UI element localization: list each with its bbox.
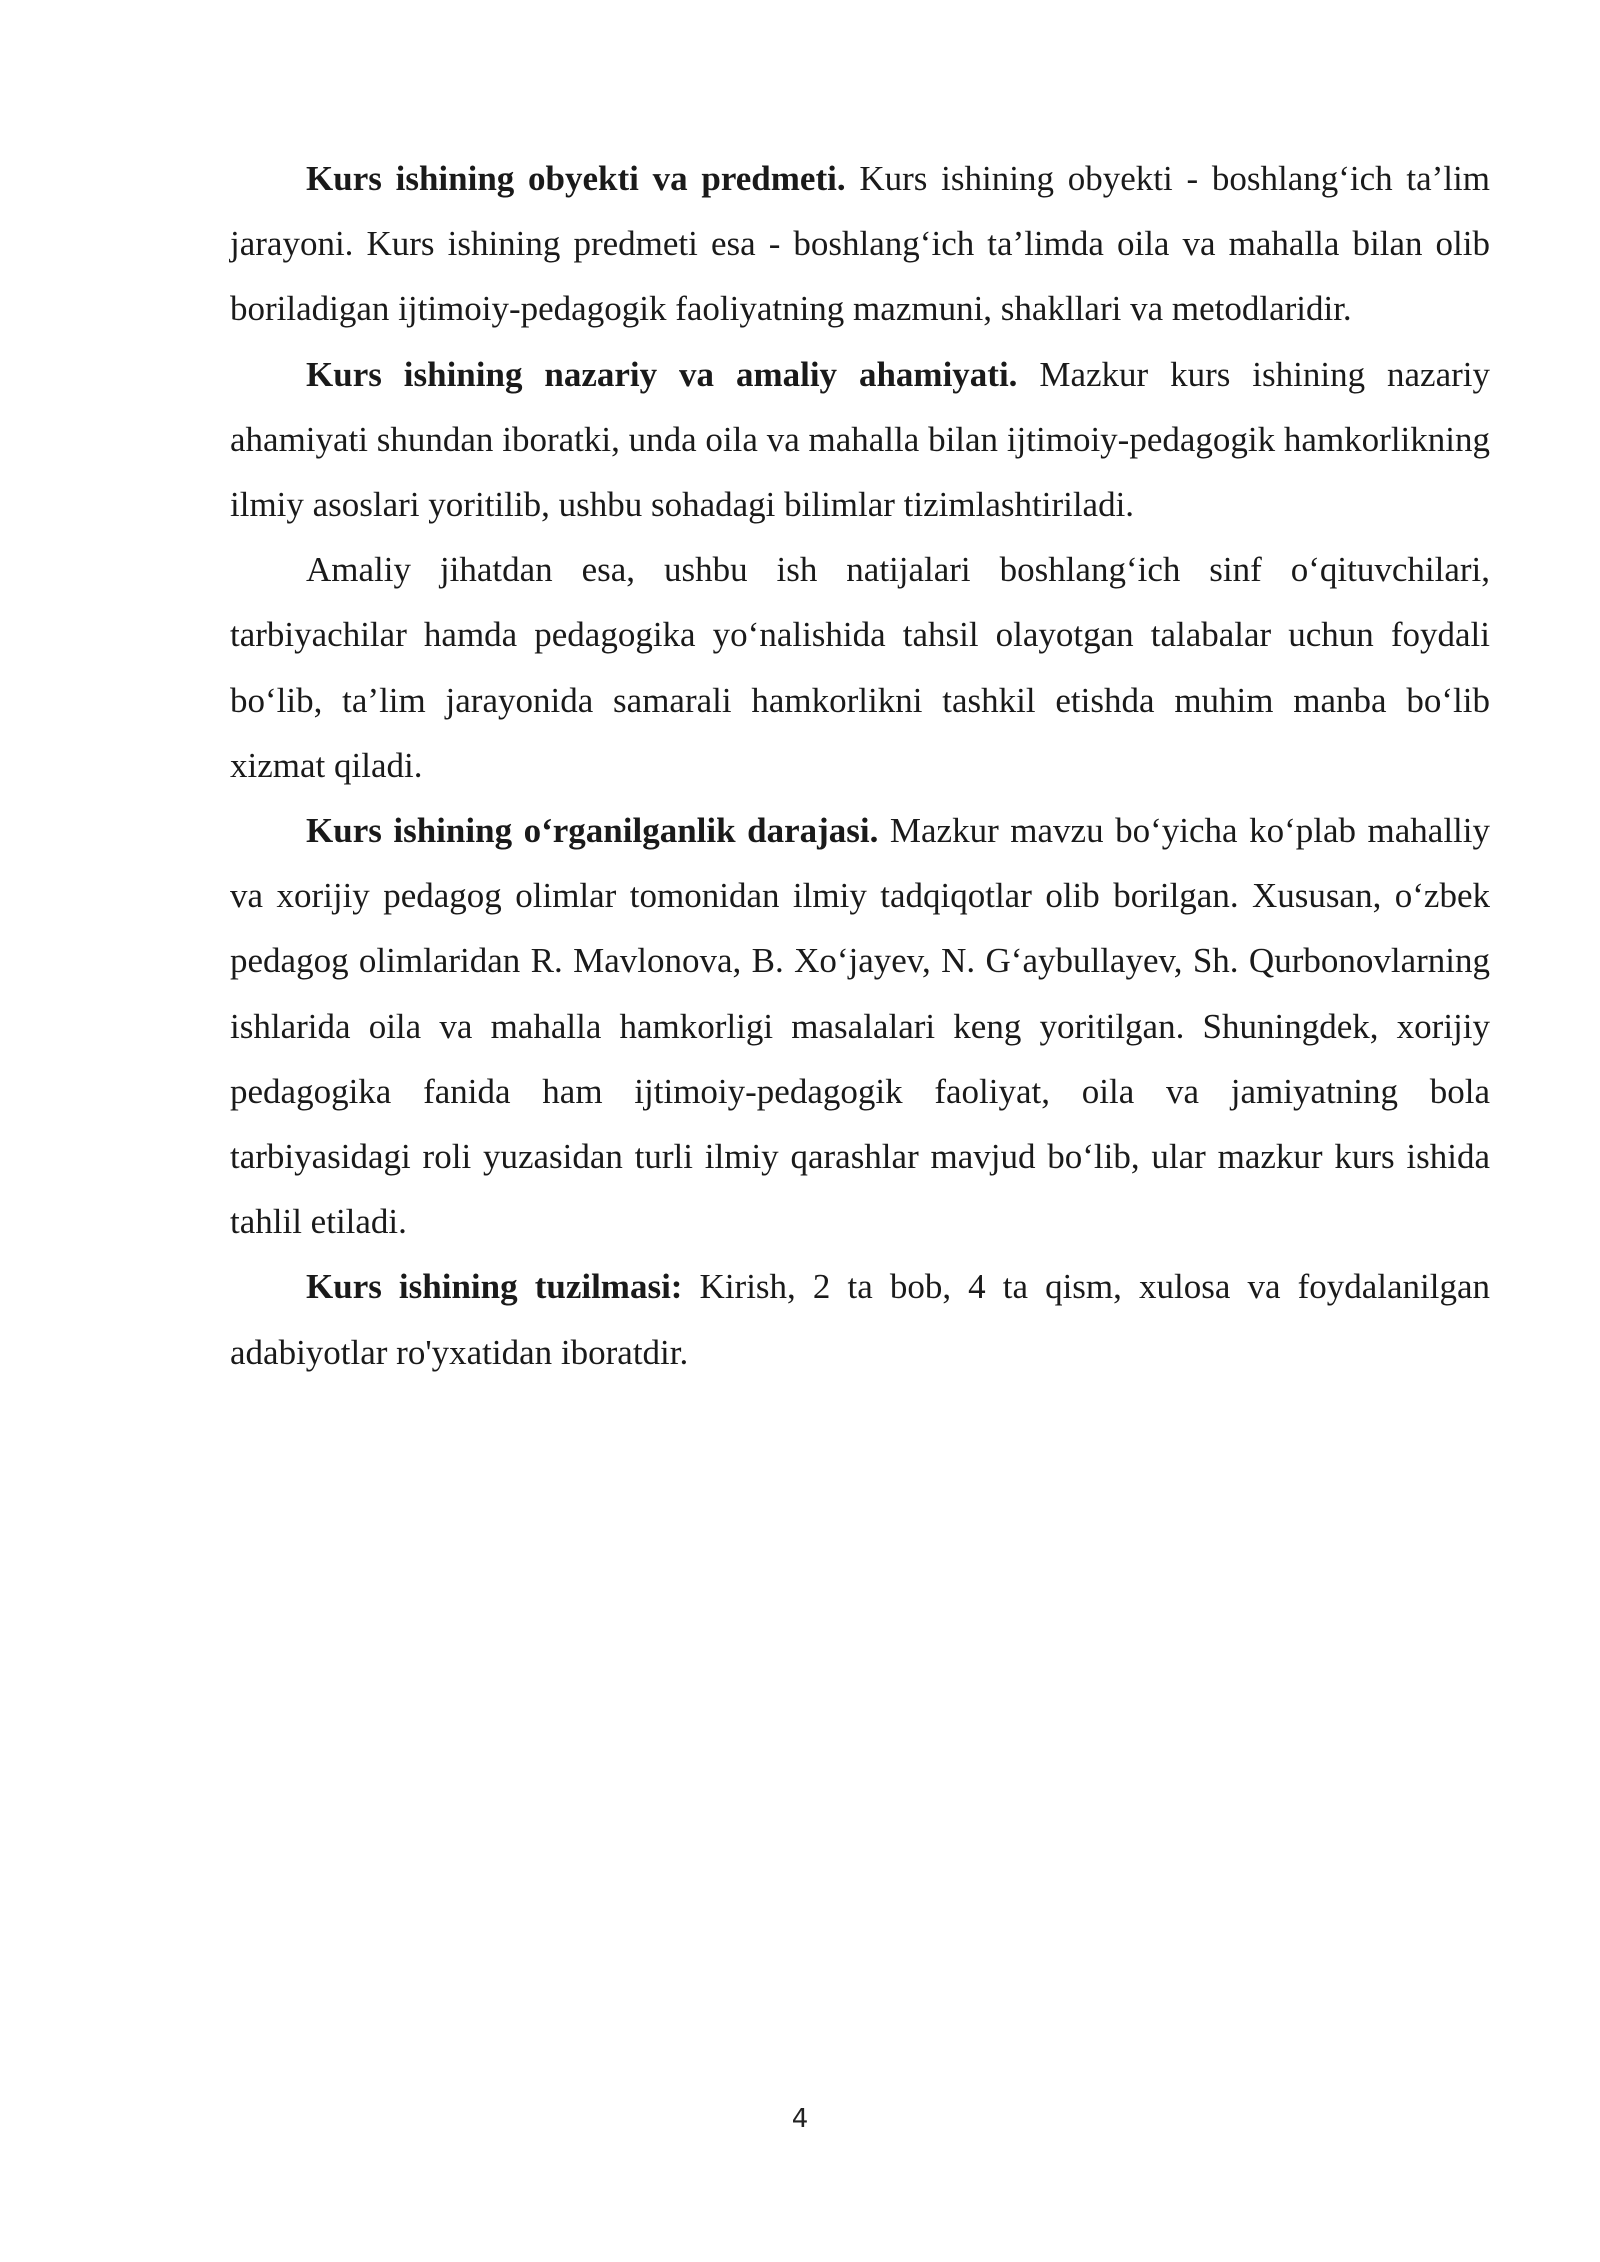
paragraph-text: Mazkur kurs ishining nazariy ahamiyati shundan iboratki, unda oila va mahalla bilan ijtimoiy-pedagogik hamkorlikning ilmiy asoslari yoritilib, ushbu sohadagi bilimlar tizimlashtiriladi. bbox=[230, 354, 1490, 525]
paragraph-significance bbox=[230, 342, 1490, 538]
paragraph-text: Kurs ishining obyekti - boshlang‘ich ta’lim jarayoni. Kurs ishining predmeti esa - boshlang‘ich ta’limda oila va mahalla bilan olib boriladigan ijtimoiy-pedagogik faoliyatning mazmuni, shakllari va metodlaridir. bbox=[230, 159, 1490, 329]
paragraph-text: Amaliy jihatdan esa, ushbu ish natijalari boshlang‘ich sinf o‘qituvchilari, tarbiyachilar hamda pedagogika yo‘nalishida tahsil olayotgan talabalar uchun foydali bo‘lib, ta’lim jarayonida samarali hamkorlikni tashkil etishda muhim manba bo‘lib xizmat qiladi. bbox=[230, 550, 1490, 785]
paragraph-literature-review bbox=[230, 798, 1490, 1254]
paragraph-structure bbox=[230, 1254, 1490, 1384]
paragraph-heading: Kurs ishining tuzilmasi: bbox=[306, 1267, 683, 1307]
paragraph-practical bbox=[230, 537, 1490, 798]
body-text bbox=[230, 146, 1490, 1385]
paragraph-heading: Kurs ishining nazariy va amaliy ahamiyati. bbox=[306, 354, 1018, 394]
paragraph-text: Kirish, 2 ta bob, 4 ta qism, xulosa va foydalanilgan adabiyotlar ro'yxatidan iboratdir. bbox=[230, 1267, 1490, 1372]
paragraph-heading: Kurs ishining o‘rganilganlik darajasi. bbox=[306, 811, 879, 851]
page-number: 4 bbox=[791, 2104, 809, 2134]
paragraph-text: Mazkur mavzu bo‘yicha ko‘plab mahalliy va xorijiy pedagog olimlar tomonidan ilmiy tadqiqotlar olib borilgan. Xususan, o‘zbek pedagog olimlaridan R. Mavlonova, B. Xo‘jayev, N. G‘aybullayev, Sh. Qurbonovlarning ishlarida oila va mahalla hamkorligi masalalari keng yoritilgan. Shuningdek, xorijiy pedagogika fanida ham ijtimoiy-pedagogik faoliyat, oila va jamiyatning bola tarbiyasidagi roli yuzasidan turli ilmiy qarashlar mavjud bo‘lib, ular mazkur kurs ishida tahlil etiladi. bbox=[230, 811, 1490, 1242]
paragraph-object-subject bbox=[230, 146, 1490, 342]
paragraph-heading: Kurs ishining obyekti va predmeti. bbox=[306, 159, 846, 198]
